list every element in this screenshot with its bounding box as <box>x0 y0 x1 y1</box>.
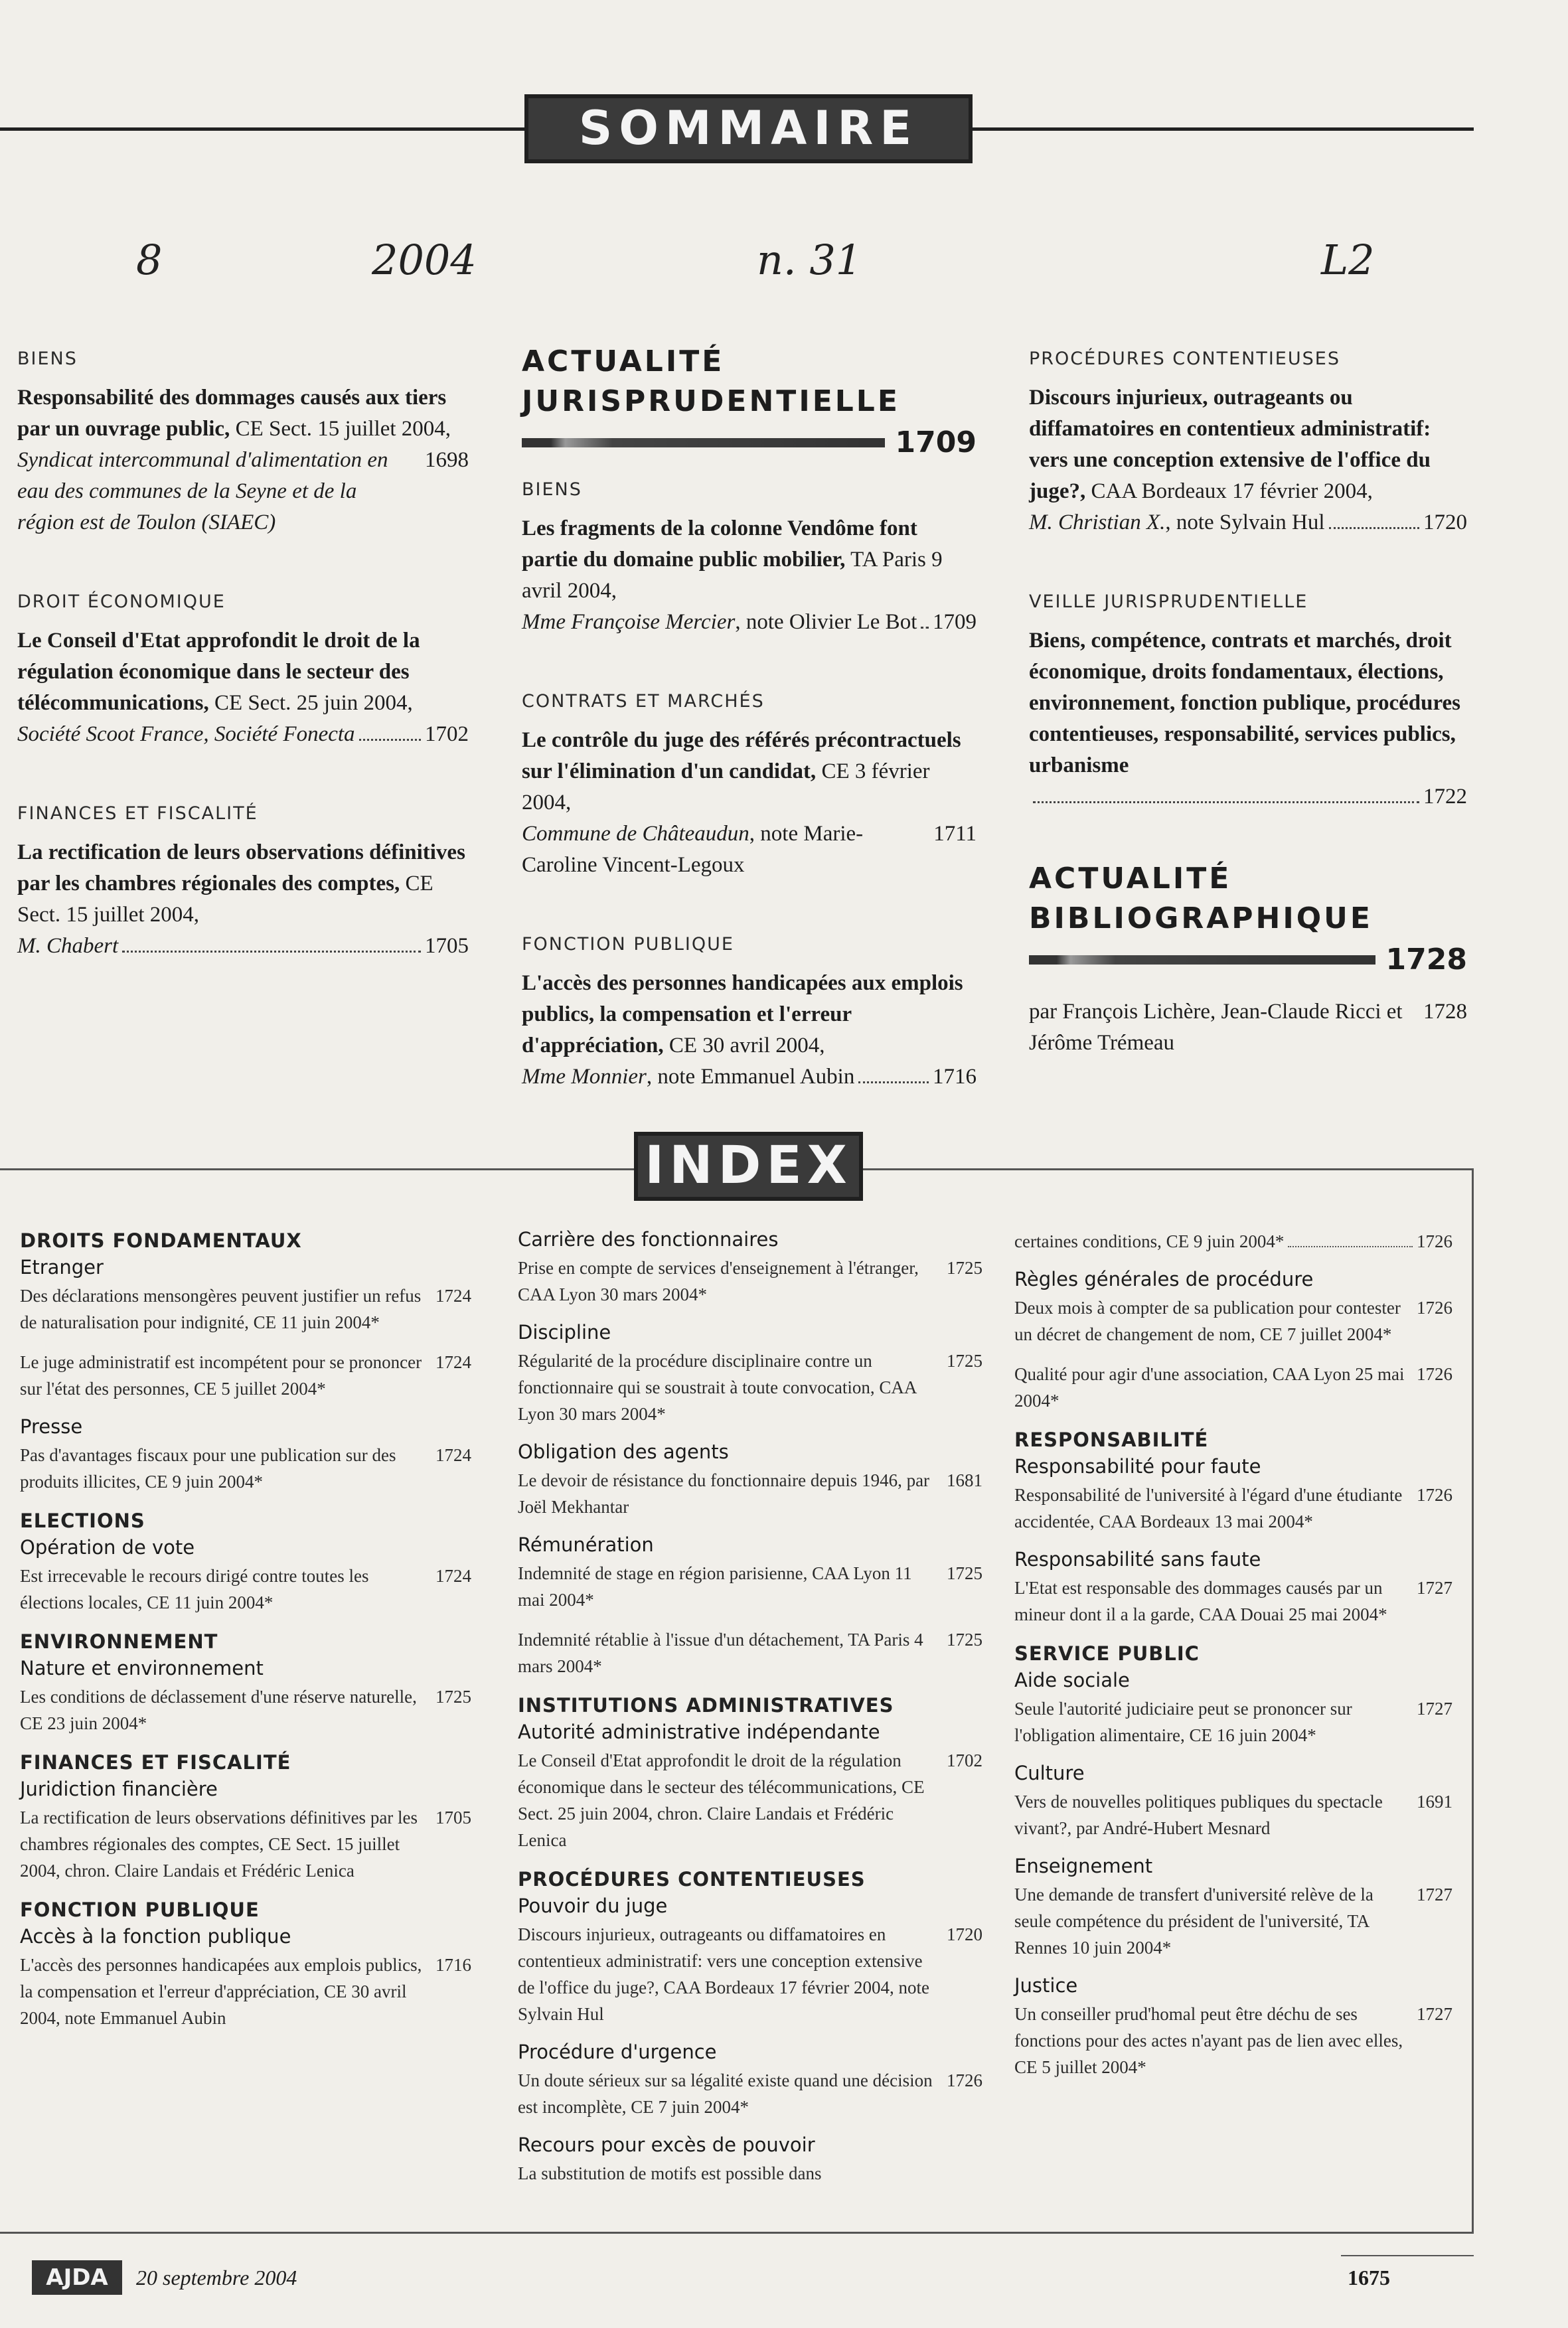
entry-party-name: M. Chabert <box>17 934 119 958</box>
entry-page: 1716 <box>933 1065 977 1089</box>
entry-line-end <box>17 445 469 538</box>
entry-line-end <box>17 931 469 962</box>
dot-leader <box>1329 527 1419 529</box>
index-entry-line <box>20 1683 471 1737</box>
index-entry <box>1014 1788 1452 1841</box>
index-banner: INDEX <box>634 1132 863 1201</box>
index-entry-text: Une demande de transfert d'université relève de la seule compétence du président de l'université, TA Rennes 10 juin 2004* <box>1014 1885 1373 1958</box>
index-subheading: Enseignement <box>1014 1855 1153 1877</box>
index-heading: ELECTIONS <box>20 1510 145 1532</box>
handwritten-note-3: n. 31 <box>757 236 862 284</box>
index-entry-text: La substitution de motifs est possible dans <box>518 2163 822 2183</box>
index-entry <box>518 1626 982 1679</box>
index-entry-text: Responsabilité de l'université à l'égard d'une étudiante accidentée, CAA Bordeaux 13 mai 2004* <box>1014 1485 1403 1531</box>
entry-page: 1705 <box>425 934 469 958</box>
index-entry-text: Prise en compte de services d'enseignement à l'étranger, CAA Lyon 30 mars 2004* <box>518 1258 919 1304</box>
entry-citation: CE 3 février 2004, <box>522 759 930 815</box>
handwritten-note-1: 8 <box>136 236 163 284</box>
sommaire-column-1 <box>17 349 469 1015</box>
index-entry <box>20 1442 471 1495</box>
index-entry-page: 1725 <box>947 1351 982 1371</box>
dot-leader <box>921 627 929 629</box>
index-entry-text: Un conseiller prud'homal peut être déchu de ses fonctions pour des actes n'ayant pas de lien avec elles, CE 5 juillet 2004* <box>1014 2004 1403 2077</box>
bibliography-section <box>1029 859 1467 1059</box>
sommaire-entry <box>522 691 977 881</box>
index-entry <box>1014 1695 1452 1748</box>
index-entry <box>1014 1575 1452 1628</box>
index-entry-page: 1725 <box>947 1630 982 1650</box>
index-entry-text: Pas d'avantages fiscaux pour une publication sur des produits illicites, CE 9 juin 2004* <box>20 1445 396 1492</box>
entry-parties <box>522 818 925 881</box>
dot-leader <box>1033 801 1419 803</box>
index-entry <box>518 2067 982 2120</box>
index-entry-text: Le Conseil d'Etat approfondit le droit de la régulation économique dans le secteur des télécommunications, CE Sect. 25 juin 2004, chron. Claire Landais et Frédéric Lenica <box>518 1750 925 1850</box>
entry-page: 1709 <box>933 610 977 634</box>
entry-text <box>17 837 469 962</box>
index-entry <box>518 1467 982 1520</box>
entry-text <box>17 382 469 538</box>
index-entry-text: Un doute sérieux sur sa légalité existe quand une décision est incomplète, CE 7 juin 2004* <box>518 2070 933 2117</box>
index-subheading: Opération de vote <box>20 1536 195 1559</box>
sommaire-entry <box>522 934 977 1093</box>
index-entry-line <box>1014 1361 1452 1414</box>
entry-page: 1702 <box>425 722 469 746</box>
index-subheading: Justice <box>1014 1974 1078 1997</box>
index-entry-page: 1724 <box>435 1566 471 1586</box>
entry-party-name: M. Christian X. <box>1029 510 1166 534</box>
title-bar-stripe <box>1029 955 1375 965</box>
index-entry-page: 1726 <box>947 2070 982 2090</box>
index-entry-line <box>1014 1575 1452 1628</box>
index-entry-text: Le juge administratif est incompétent pour se prononcer sur l'état des personnes, CE 5 juillet 2004* <box>20 1352 422 1399</box>
entry-text <box>522 513 977 638</box>
index-entry-page: 1727 <box>1417 1699 1452 1719</box>
entry-title: Responsabilité des dommages causés aux tiers par un ouvrage public, <box>17 386 447 441</box>
section-label: BIENS <box>522 479 582 500</box>
entry-text <box>1029 382 1467 538</box>
page-number: 1675 <box>1348 2266 1390 2289</box>
entry-parties <box>522 1061 854 1093</box>
index-entry <box>20 1683 471 1737</box>
index-subheading: Aide sociale <box>1014 1669 1130 1691</box>
index-entry-page: 1725 <box>435 1687 471 1707</box>
dot-leader <box>359 739 421 741</box>
index-subheading: Recours pour excès de pouvoir <box>518 2134 815 2156</box>
issue-date: 20 septembre 2004 <box>136 2266 297 2289</box>
index-entry-line <box>20 1442 471 1495</box>
jurisprudence-entries <box>522 479 977 1093</box>
index-entry-page: 1702 <box>947 1750 982 1770</box>
entry-page: 1698 <box>425 448 469 472</box>
entry-party-name: Syndicat intercommunal d'alimentation en eau des communes de la Seyne et de la région est de Toulon (SIAEC) <box>17 448 388 534</box>
index-entry-text: Régularité de la procédure disciplinaire contre un fonctionnaire qui se soustrait à toute convocation, CAA Lyon 30 mars 2004* <box>518 1351 916 1424</box>
index-entry-line <box>518 1747 982 1853</box>
index-entry-line <box>20 1952 471 2031</box>
entry-note: , note Olivier Le Bot <box>735 610 917 634</box>
index-entry-text: Le devoir de résistance du fonctionnaire depuis 1946, par Joël Mekhantar <box>518 1470 930 1517</box>
index-entry-page: 1725 <box>947 1563 982 1583</box>
handwritten-note-4: L2 <box>1321 236 1375 284</box>
index-entry-line <box>518 2067 982 2120</box>
dot-leader <box>1288 1246 1413 1247</box>
index-entry <box>1014 1294 1452 1348</box>
bibliography-entry <box>1029 996 1467 1059</box>
index-entry-line <box>1014 1294 1452 1348</box>
entry-party-name: Commune de Châteaudun <box>522 822 749 846</box>
index-entry-page: 1724 <box>435 1286 471 1306</box>
entry-title: La rectification de leurs observations définitives par les chambres régionales des comptes, <box>17 840 465 895</box>
index-entry-line <box>1014 2001 1452 2080</box>
index-entry <box>518 1747 982 1853</box>
index-column-1 <box>20 1215 471 2045</box>
index-entry-page: 1725 <box>947 1258 982 1278</box>
entry-citation: TA Paris 9 avril 2004, <box>522 548 943 603</box>
bibliography-title-bar <box>1029 943 1467 976</box>
index-entry-line <box>20 1804 471 1884</box>
entry-citation: CE Sect. 25 juin 2004, <box>208 691 413 715</box>
bibliography-page-number: 1728 <box>1385 943 1467 976</box>
index-entry <box>20 1563 471 1616</box>
index-entry-page: 1681 <box>947 1470 982 1490</box>
index-entry <box>518 1560 982 1613</box>
section-label: BIENS <box>17 349 78 369</box>
dot-leader <box>858 1081 929 1083</box>
index-heading: PROCÉDURES CONTENTIEUSES <box>518 1868 866 1891</box>
index-entry-line <box>518 1626 982 1679</box>
entry-title: Biens, compétence, contrats et marchés, droit économique, droits fondamentaux, élections, environnement, fonction publique, procédures contentieuses, responsabilité, services publics, urbanisme <box>1029 629 1460 777</box>
index-heading: FONCTION PUBLIQUE <box>20 1899 260 1921</box>
index-heading: FINANCES ET FISCALITÉ <box>20 1751 291 1774</box>
index-entry-line <box>1014 1695 1452 1748</box>
entry-line-end <box>1029 507 1467 538</box>
entry-parties <box>17 931 118 962</box>
entry-title: Le Conseil d'Etat approfondit le droit de la régulation économique dans le secteur des télécommunications, <box>17 629 420 715</box>
index-entry <box>518 2160 982 2187</box>
index-subheading: Responsabilité pour faute <box>1014 1455 1261 1478</box>
jurisprudence-title-line1: ACTUALITÉ <box>522 345 725 378</box>
index-entry-text: Deux mois à compter de sa publication pour contester un décret de changement de nom, CE 7 juillet 2004* <box>1014 1298 1401 1344</box>
index-heading: RESPONSABILITÉ <box>1014 1429 1209 1451</box>
index-subheading: Juridiction financière <box>20 1778 218 1800</box>
index-subheading: Autorité administrative indépendante <box>518 1721 880 1743</box>
handwritten-note-2: 2004 <box>372 236 477 284</box>
entry-citation: CAA Bordeaux 17 février 2004, <box>1085 479 1373 503</box>
entry-title: Les fragments de la colonne Vendôme font partie du domaine public mobilier, <box>522 516 917 572</box>
index-entry <box>1014 1228 1452 1255</box>
index-entry <box>1014 1881 1452 1961</box>
index-entry-text: Discours injurieux, outrageants ou diffamatoires en contentieux administratif: vers une conception extensive de l'office du juge?, CAA Bordeaux 17 février 2004, note Sylvain Hul <box>518 1924 929 2024</box>
index-entry-text: L'Etat est responsable des dommages causés par un mineur dont il a la garde, CAA Douai 25 mai 2004* <box>1014 1578 1387 1624</box>
index-entry-text: Est irrecevable le recours dirigé contre toutes les élections locales, CE 11 juin 2004* <box>20 1566 369 1612</box>
index-entry <box>1014 1482 1452 1535</box>
entry-note: , note Emmanuel Aubin <box>646 1065 855 1089</box>
index-entry-line <box>518 1921 982 2027</box>
sommaire-banner: SOMMAIRE <box>524 94 973 163</box>
index-entry <box>20 1804 471 1884</box>
section-label: DROIT ÉCONOMIQUE <box>17 591 226 612</box>
index-entry-page: 1716 <box>435 1955 471 1975</box>
index-subheading: Discipline <box>518 1321 611 1344</box>
entry-citation: CE Sect. 15 juillet 2004, <box>230 417 451 441</box>
index-entry-text: Vers de nouvelles politiques publiques du spectacle vivant?, par André-Hubert Mesnard <box>1014 1792 1383 1838</box>
entry-party-name: Mme Françoise Mercier <box>522 610 736 634</box>
index-entry-page: 1726 <box>1417 1231 1452 1251</box>
entry-title: Discours injurieux, outrageants ou diffamatoires en contentieux administratif: vers une conception extensive de l'office du juge?, <box>1029 386 1431 503</box>
jurisprudence-page-number: 1709 <box>895 426 977 459</box>
entry-text <box>522 725 977 881</box>
entry-party-name: Mme Monnier <box>522 1065 647 1089</box>
index-subheading: Obligation des agents <box>518 1440 729 1463</box>
index-entry-line <box>518 1467 982 1520</box>
section-label: PROCÉDURES CONTENTIEUSES <box>1029 349 1340 369</box>
entry-title: Le contrôle du juge des référés précontractuels sur l'élimination d'un candidat, <box>522 728 961 783</box>
index-subheading: Carrière des fonctionnaires <box>518 1228 779 1251</box>
index-entry <box>1014 2001 1452 2080</box>
index-subheading: Pouvoir du juge <box>518 1895 668 1917</box>
index-entry-line <box>518 1560 982 1613</box>
index-subheading: Presse <box>20 1415 83 1438</box>
bibliography-title-line2: BIBLIOGRAPHIQUE <box>1029 901 1373 935</box>
index-entry-line <box>518 1348 982 1427</box>
index-entry-page: 1726 <box>1417 1485 1452 1505</box>
index-subheading: Nature et environnement <box>20 1657 264 1679</box>
index-column-3 <box>1014 1228 1452 2094</box>
sommaire-entry <box>17 591 469 750</box>
entry-page: 1720 <box>1423 510 1467 534</box>
entry-title: L'accès des personnes handicapées aux emplois publics, la compensation et l'erreur d'appréciation, <box>522 971 963 1057</box>
column-3-entries <box>1029 349 1467 813</box>
entry-page: 1722 <box>1423 785 1467 809</box>
index-entry-page: 1726 <box>1417 1298 1452 1318</box>
section-label: FINANCES ET FISCALITÉ <box>17 803 258 824</box>
entry-page: 1711 <box>933 822 977 846</box>
index-entry-page: 1705 <box>435 1808 471 1827</box>
index-entry-line <box>1014 1482 1452 1535</box>
index-heading: DROITS FONDAMENTAUX <box>20 1229 302 1252</box>
index-entry <box>518 1255 982 1308</box>
index-subheading: Règles générales de procédure <box>1014 1268 1314 1290</box>
entry-text <box>17 625 469 750</box>
index-entry <box>1014 1361 1452 1414</box>
index-entry <box>20 1282 471 1336</box>
page-footer <box>0 2260 1568 2300</box>
section-label: FONCTION PUBLIQUE <box>522 934 734 955</box>
header-rule-left <box>0 127 531 131</box>
index-entry-line <box>518 1255 982 1308</box>
index-entry-text: certaines conditions, CE 9 juin 2004* <box>1014 1231 1285 1251</box>
index-heading: ENVIRONNEMENT <box>20 1630 218 1653</box>
entry-line-end <box>17 719 469 750</box>
index-entry-page: 1724 <box>435 1445 471 1465</box>
index-subheading: Culture <box>1014 1762 1085 1784</box>
index-entry-text: Seule l'autorité judiciaire peut se prononcer sur l'obligation alimentaire, CE 16 juin 2004* <box>1014 1699 1352 1745</box>
index-entry <box>518 1921 982 2027</box>
sommaire-column-2 <box>522 342 977 1146</box>
index-entry-line <box>1014 1228 1452 1255</box>
entry-party-name: Société Scoot France, Société Fonecta <box>17 722 355 746</box>
index-entry-line <box>1014 1881 1452 1961</box>
jurisprudence-title-line2: JURISPRUDENTIELLE <box>522 384 900 418</box>
index-column-2 <box>518 1228 982 2200</box>
index-entry-page: 1724 <box>435 1352 471 1372</box>
sommaire-entry <box>522 479 977 638</box>
entry-parties <box>17 719 355 750</box>
index-entry <box>518 1348 982 1427</box>
index-entry-page: 1727 <box>1417 1578 1452 1598</box>
entry-text <box>1029 625 1467 813</box>
index-entry-text: La rectification de leurs observations définitives par les chambres régionales des comptes, CE Sect. 15 juillet 2004, chron. Claire Landais et Frédéric Lenica <box>20 1808 418 1881</box>
bibliography-text: par François Lichère, Jean-Claude Ricci et Jérôme Trémeau <box>1029 1000 1403 1055</box>
entry-citation: CE Sect. 15 juillet 2004, <box>17 872 433 927</box>
entry-citation: CE 30 avril 2004, <box>663 1034 825 1057</box>
index-entry-line <box>20 1563 471 1616</box>
section-label: CONTRATS ET MARCHÉS <box>522 691 765 712</box>
title-bar-stripe <box>522 438 885 447</box>
index-entry-text: Indemnité rétablie à l'issue d'un détachement, TA Paris 4 mars 2004* <box>518 1630 923 1676</box>
index-subheading: Rémunération <box>518 1533 654 1556</box>
entry-parties <box>17 445 417 538</box>
index-subheading: Accès à la fonction publique <box>20 1925 291 1948</box>
footer-rule <box>1341 2255 1474 2256</box>
entry-text <box>522 968 977 1093</box>
index-entry-text: L'accès des personnes handicapées aux emplois publics, la compensation et l'erreur d'appréciation, CE 30 avril 2004, note Emmanuel Aubin <box>20 1955 422 2028</box>
section-label: VEILLE JURISPRUDENTIELLE <box>1029 591 1308 612</box>
index-subheading: Procédure d'urgence <box>518 2041 717 2063</box>
index-entry-text: Des déclarations mensongères peuvent justifier un refus de naturalisation pour indignité, CE 11 juin 2004* <box>20 1286 422 1332</box>
bibliography-entry-page: 1728 <box>1423 1000 1467 1024</box>
index-entry-text: Indemnité de stage en région parisienne, CAA Lyon 11 mai 2004* <box>518 1563 912 1610</box>
sommaire-entry <box>1029 591 1467 813</box>
sommaire-entry <box>1029 349 1467 538</box>
entry-line-end <box>522 607 977 638</box>
index-entry-text: Qualité pour agir d'une association, CAA Lyon 25 mai 2004* <box>1014 1364 1405 1411</box>
index-entry-line <box>518 2160 982 2187</box>
index-entry <box>20 1349 471 1402</box>
index-entry-page: 1691 <box>1417 1792 1452 1812</box>
index-heading: SERVICE PUBLIC <box>1014 1642 1200 1665</box>
index-entry-line <box>20 1349 471 1402</box>
index-entry-page: 1720 <box>947 1924 982 1944</box>
sommaire-entry <box>17 349 469 538</box>
index-entry-line <box>20 1282 471 1336</box>
index-heading: INSTITUTIONS ADMINISTRATIVES <box>518 1694 894 1717</box>
dot-leader <box>122 951 421 953</box>
index-entry-page: 1727 <box>1417 1885 1452 1904</box>
bibliography-title-line1: ACTUALITÉ <box>1029 862 1232 895</box>
index-subheading: Etranger <box>20 1256 104 1279</box>
sommaire-entry <box>17 803 469 962</box>
entry-note: , note Marie-Caroline Vincent-Legoux <box>522 822 864 877</box>
entry-line-end <box>1029 781 1467 813</box>
journal-logo: AJDA <box>32 2260 122 2295</box>
entry-line-end <box>522 1061 977 1093</box>
index-entry-page: 1726 <box>1417 1364 1452 1384</box>
index-subheading: Responsabilité sans faute <box>1014 1548 1261 1571</box>
index-entry-text: Les conditions de déclassement d'une réserve naturelle, CE 23 juin 2004* <box>20 1687 417 1733</box>
header-rule-right <box>969 127 1474 131</box>
entry-line-end <box>522 818 977 881</box>
entry-parties <box>1029 507 1325 538</box>
entry-note: , note Sylvain Hul <box>1165 510 1325 534</box>
index-entry <box>20 1952 471 2031</box>
index-entry-line <box>1014 1788 1452 1841</box>
sommaire-column-3 <box>1029 349 1467 1112</box>
entry-parties <box>522 607 917 638</box>
index-entry-page: 1727 <box>1417 2004 1452 2024</box>
jurisprudence-title-bar <box>522 426 977 459</box>
